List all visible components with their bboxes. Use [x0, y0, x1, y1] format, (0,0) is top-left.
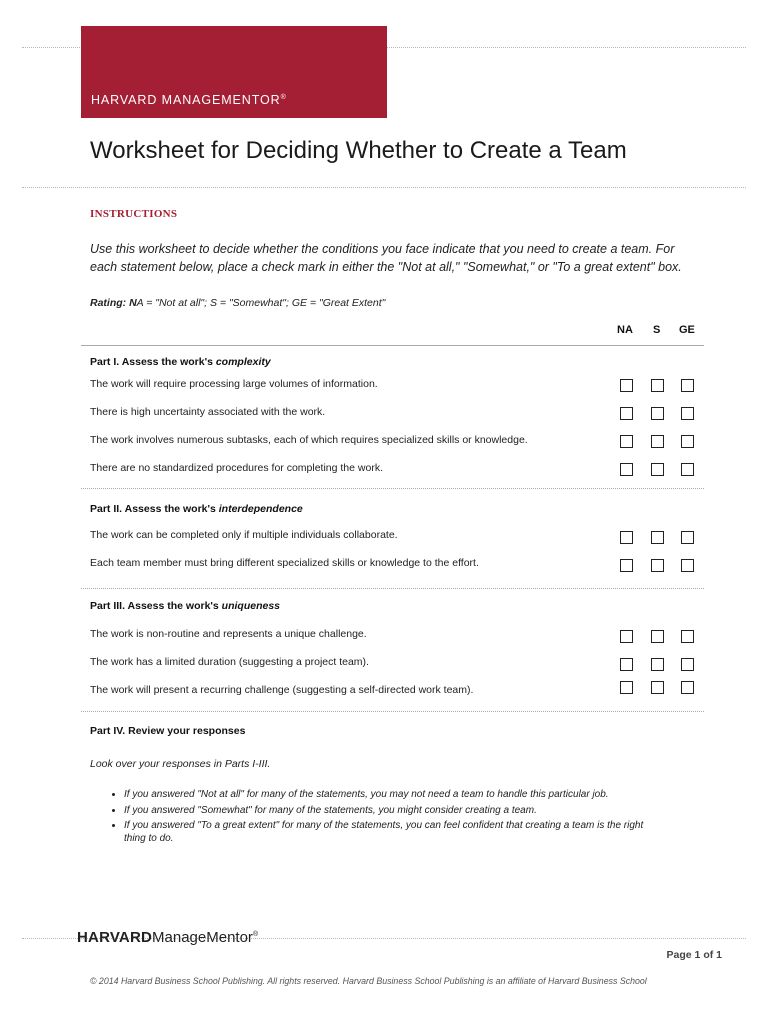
checkbox-ge[interactable] — [681, 379, 694, 392]
checkbox-ge[interactable] — [681, 681, 694, 694]
copyright-notice: © 2014 Harvard Business School Publishing. All rights reserved. Harvard Business School Publishing is an affiliate of Harvard Business School — [90, 976, 647, 986]
column-header-s: S — [653, 324, 661, 336]
section-divider — [81, 711, 704, 712]
list-item: • If you answered "Somewhat" for many of the statements, you might consider creating a team. — [124, 805, 644, 818]
list-item: • If you answered "To a great extent" for many of the statements, you can feel confident that creating a team is the right thing to do. — [124, 820, 644, 845]
banner-brand: HARVARD MANAGEMENTOR® — [91, 93, 287, 107]
part-4-title: Part IV. Review your responses — [90, 725, 246, 737]
page-title: Worksheet for Deciding Whether to Create a Team — [90, 137, 627, 164]
part-1-statement: There are no standardized procedures for completing the work. — [90, 462, 383, 474]
checkbox-na[interactable] — [620, 407, 633, 420]
checkbox-s[interactable] — [651, 681, 664, 694]
title-dotted-rule — [22, 187, 746, 188]
part-3-statement: The work is non-routine and represents a unique challenge. — [90, 628, 367, 640]
checkbox-na[interactable] — [620, 681, 633, 694]
checkbox-na[interactable] — [620, 531, 633, 544]
checkbox-s[interactable] — [651, 658, 664, 671]
table-header-rule — [81, 345, 704, 346]
checkbox-na[interactable] — [620, 630, 633, 643]
checkbox-s[interactable] — [651, 379, 664, 392]
part-2-statement: Each team member must bring different specialized skills or knowledge to the effort. — [90, 557, 479, 569]
rating-legend: Rating: NA = "Not at all"; S = "Somewhat"; GE = "Great Extent" — [90, 297, 386, 309]
part-1-statement: The work will require processing large volumes of information. — [90, 378, 378, 390]
instructions-body: Use this worksheet to decide whether the conditions you face indicate that you need to create a team. For each statement below, place a check mark in either the "Not at all," "Somewhat," or "To a great extent" box. — [90, 242, 682, 274]
checkbox-na[interactable] — [620, 658, 633, 671]
part-3-title: Part III. Assess the work's uniqueness — [90, 600, 281, 612]
checkbox-na[interactable] — [620, 435, 633, 448]
checkbox-na[interactable] — [620, 463, 633, 476]
checkbox-s[interactable] — [651, 463, 664, 476]
checkbox-na[interactable] — [620, 379, 633, 392]
checkbox-ge[interactable] — [681, 630, 694, 643]
part-1-title: Part I. Assess the work's complexity — [90, 356, 271, 368]
column-header-na: NA — [617, 324, 633, 336]
part-3-statement: The work will present a recurring challenge (suggesting a self-directed work team). — [90, 684, 474, 696]
response-guidance-list — [106, 789, 644, 848]
part-2-title: Part II. Assess the work's interdependence — [90, 503, 303, 515]
checkbox-ge[interactable] — [681, 658, 694, 671]
checkbox-s[interactable] — [651, 435, 664, 448]
section-divider — [81, 488, 704, 489]
brand-banner — [81, 26, 387, 118]
checkbox-ge[interactable] — [681, 531, 694, 544]
checkbox-s[interactable] — [651, 531, 664, 544]
checkbox-ge[interactable] — [681, 463, 694, 476]
checkbox-ge[interactable] — [681, 407, 694, 420]
list-item: • If you answered "Not at all" for many of the statements, you may not need a team to handle this particular job. — [124, 789, 644, 802]
part-1-statement: There is high uncertainty associated with the work. — [90, 406, 326, 418]
footer-logo: HARVARDManageMentor® — [77, 929, 259, 946]
checkbox-ge[interactable] — [681, 559, 694, 572]
checkbox-s[interactable] — [651, 630, 664, 643]
part-1-statement: The work involves numerous subtasks, each of which requires specialized skills or knowledge. — [90, 434, 528, 446]
checkbox-na[interactable] — [620, 559, 633, 572]
instructions-heading: INSTRUCTIONS — [90, 208, 178, 220]
part-3-statement: The work has a limited duration (suggesting a project team). — [90, 656, 369, 668]
lookover-text: Look over your responses in Parts I-III. — [90, 758, 271, 770]
checkbox-ge[interactable] — [681, 435, 694, 448]
page-number: Page 1 of 1 — [666, 949, 722, 961]
part-2-statement: The work can be completed only if multiple individuals collaborate. — [90, 529, 398, 541]
section-divider — [81, 588, 704, 589]
checkbox-s[interactable] — [651, 559, 664, 572]
checkbox-s[interactable] — [651, 407, 664, 420]
column-header-ge: GE — [679, 324, 695, 336]
